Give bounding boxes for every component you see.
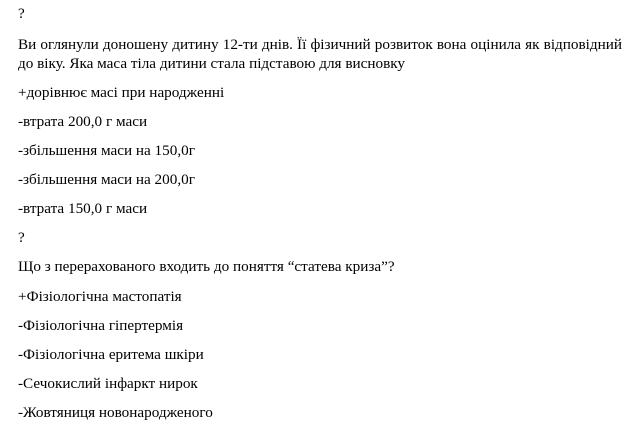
answer-option: -Фізіологічна гіпертермія [18,317,184,334]
answer-option: +Фізіологічна мастопатія [18,288,182,305]
question-marker: ? [18,229,25,246]
question-marker: ? [18,5,25,22]
answer-option: -Сечокислий інфаркт нирок [18,375,198,392]
answer-option: +дорівнює масі при народженні [18,84,225,101]
answer-option: -втрата 150,0 г маси [18,200,148,217]
question-text: Ви оглянули доношену дитину 12-ти днів. Її фізичний розвиток вона оцінила як відповідний до віку. Яка маса тіла дитини стала підставою для висновку [18,36,622,72]
answer-option: -збільшення маси на 200,0г [18,171,195,188]
question-text: Що з перерахованого входить до поняття “статева криза”? [18,258,395,275]
answer-option: -збільшення маси на 150,0г [18,142,195,159]
answer-option: -Фізіологічна еритема шкіри [18,346,204,363]
answer-option: -Жовтяниця новонародженого [18,404,213,421]
answer-option: -втрата 200,0 г маси [18,113,148,130]
